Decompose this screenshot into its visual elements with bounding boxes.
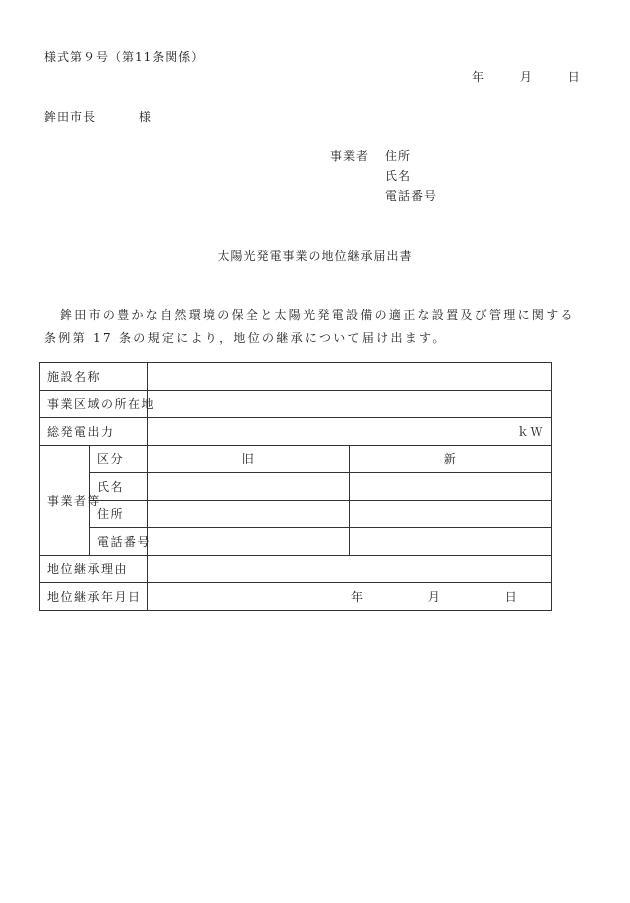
succession-reason-value[interactable] [148, 555, 552, 583]
phone-label: 電話番号 [90, 528, 148, 556]
addressee-honorific: 様 [138, 110, 152, 124]
old-name-value[interactable] [148, 473, 350, 501]
category-label: 区分 [90, 445, 148, 473]
applicant-name-label: 氏名 [385, 169, 412, 183]
old-phone-value[interactable] [148, 528, 350, 556]
addressee-name: 鉾田市長 [44, 110, 97, 124]
form-number: 様式第９号（第11条関係） [44, 50, 205, 64]
table-row [40, 418, 552, 446]
date-year-label: 年 [472, 70, 486, 84]
succession-reason-label: 地位継承理由 [40, 555, 148, 583]
table-row [40, 473, 552, 501]
body-paragraph: 鉾田市の豊かな自然環境の保全と太陽光発電設備の適正な設置及び管理に関する条例第 17 条の規定により，地位の継承について届け出ます。 [44, 308, 575, 345]
notification-table [39, 362, 552, 611]
new-phone-value[interactable] [350, 528, 552, 556]
output-unit: ｋＷ [516, 424, 544, 439]
new-name-value[interactable] [350, 473, 552, 501]
succession-date-value[interactable] [148, 583, 552, 611]
name-label: 氏名 [90, 473, 148, 501]
old-header: 旧 [148, 445, 350, 473]
table-row [40, 528, 552, 556]
applicant-address-label: 住所 [385, 149, 412, 163]
submission-date [472, 68, 581, 85]
address-label: 住所 [90, 500, 148, 528]
table-row [40, 363, 552, 391]
succession-year-label: 年 [351, 589, 365, 604]
total-output-value[interactable] [148, 418, 552, 446]
addressee [44, 108, 152, 125]
succession-month-label: 月 [427, 589, 442, 604]
document-title: 太陽光発電事業の地位継承届出書 [217, 249, 413, 263]
facility-name-label: 施設名称 [40, 363, 148, 391]
table-row [40, 445, 552, 473]
project-area-location-value[interactable] [148, 390, 552, 418]
table-row [40, 555, 552, 583]
succession-day-label: 日 [504, 589, 519, 604]
new-address-value[interactable] [350, 500, 552, 528]
applicant-phone-label: 電話番号 [385, 189, 438, 203]
applicant-label: 事業者 [330, 149, 370, 163]
project-area-location-label: 事業区域の所在地 [40, 390, 148, 418]
table-row [40, 583, 552, 611]
date-month-label: 月 [519, 70, 533, 84]
table-row [40, 500, 552, 528]
facility-name-value[interactable] [148, 363, 552, 391]
operator-group-label: 事業者等 [40, 445, 90, 555]
old-address-value[interactable] [148, 500, 350, 528]
new-header: 新 [350, 445, 552, 473]
table-row [40, 390, 552, 418]
succession-date-label: 地位継承年月日 [40, 583, 148, 611]
total-output-label: 総発電出力 [40, 418, 148, 446]
date-day-label: 日 [567, 70, 581, 84]
